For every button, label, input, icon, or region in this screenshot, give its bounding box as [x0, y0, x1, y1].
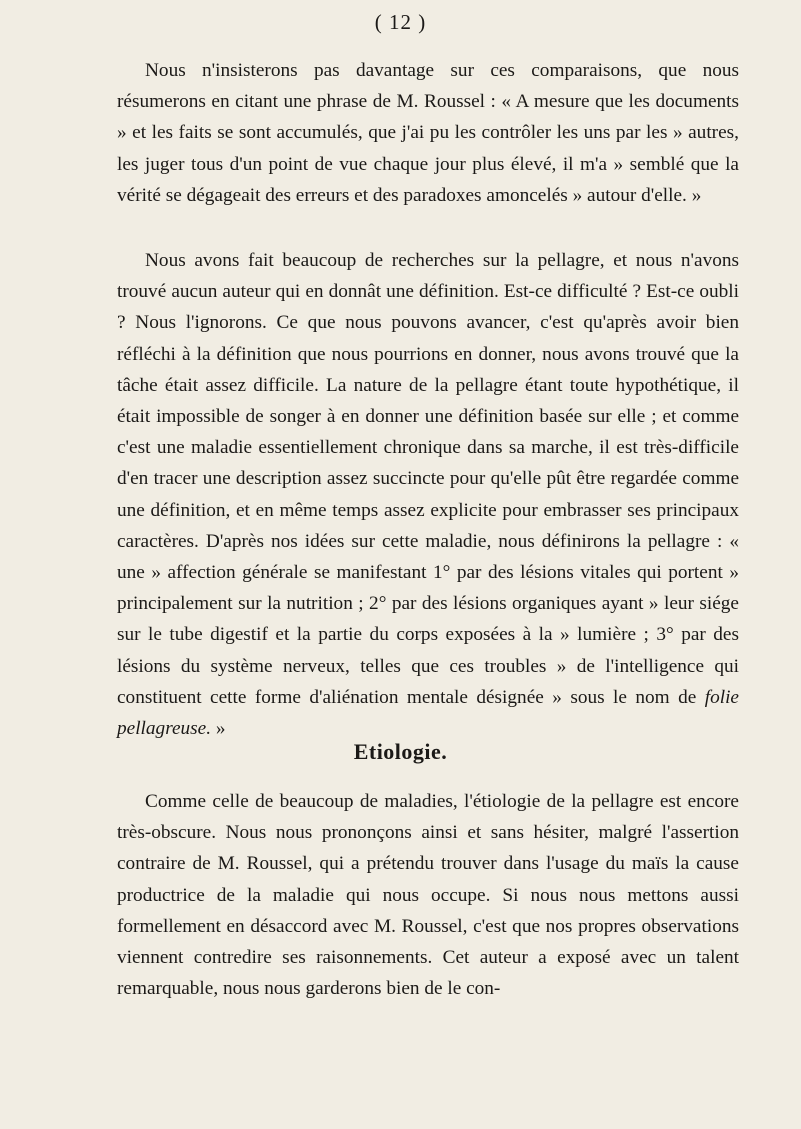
paragraph-etiology: [117, 786, 739, 1004]
italic-term: folie pellagreuse.: [117, 686, 739, 740]
section-heading: Etiologie.: [353, 739, 448, 764]
paragraph-text: Nous n'insisterons pas davantage sur ces comparaisons, que nous résumerons en citant une phrase de M. Roussel : « A mesure que les documents » et les faits se sont accumulés, que j'ai pu les contrôler les uns par les » autres, les juger tous d'un point de vue chaque jour plus élevé, il m'a » semblé que la vérité se dégageait des erreurs et des paradoxes amoncelés » autour d'elle. »: [117, 60, 739, 206]
paragraph-text-main: Nous avons fait beaucoup de recherches sur la pellagre, et nous n'avons trouvé aucun auteur qui en donnât une définition. Est-ce difficulté ? Est-ce oubli ? Nous l'ignorons. Ce que nous pouvons avancer, c'est qu'après avoir bien réfléchi à la définition que nous pourrions en donner, nous avons trouvé que la tâche était assez difficile. La nature de la pellagre étant toute hypothétique, il était impossible de songer à en donner une définition basée sur elle ; et comme c'est une maladie essentiellement chronique dans sa marche, il est très-difficile d'en tracer une description assez succincte pour qu'elle pût être regardée comme une définition, et en même temps assez explicite pour embrasser ses principaux caractères. D'après nos idées sur cette maladie, nous définirons la pellagre : « une » affection générale se manifestant 1° par des lésions vitales qui portent » principalement sur la nutrition ; 2° par des lésions organiques ayant » leur siége sur le tube digestif et la partie du corps exposées à la » lumière ; 3° par des lésions du système nerveux, telles que ces troubles » de l'intelligence qui constituent cette forme d'aliénation mentale désignée » sous le nom de: [117, 250, 739, 708]
paragraph-text: [117, 245, 739, 744]
paragraph-text: Comme celle de beaucoup de maladies, l'étiologie de la pellagre est encore très-obscure. Nous nous prononçons ainsi et sans hésiter, malgré l'assertion contraire de M. Roussel, qui a prétendu trouver dans l'usage du maïs la cause productrice de la maladie qui nous occupe. Si nous nous mettons aussi formellement en désaccord avec M. Roussel, c'est que nos propres observations viennent contredire ses raisonnements. Cet auteur a exposé avec un talent remarquable, nous nous garderons bien de le con-: [117, 791, 739, 1000]
paragraph-text-tail: »: [211, 718, 226, 740]
page-number: ( 12 ): [374, 10, 427, 34]
paragraph-roussel-quote: [117, 55, 739, 211]
paragraph-definition: [117, 245, 739, 744]
